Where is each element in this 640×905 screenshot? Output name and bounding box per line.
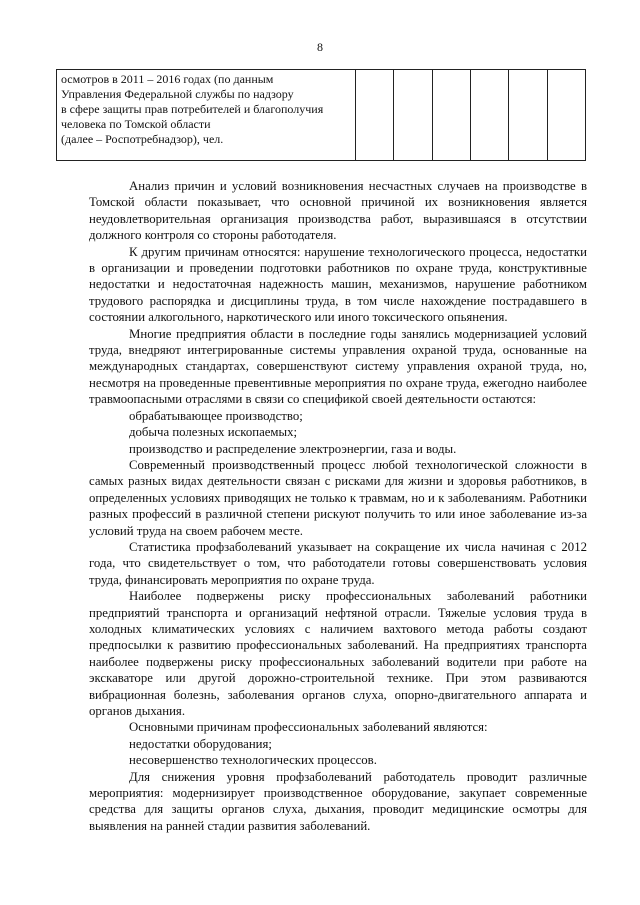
list-item: обрабатывающее производство; [129,408,303,423]
row-label-cell [57,70,356,161]
value-cell [356,70,394,161]
paragraph: Наиболее подвержены риску профессиональных заболеваний работники предприятий транспорта и организаций нефтяной отрасли. Тяжелые условия труда в холодных климатических условиях с наличием вахтового метода работы создают предпосылки к развитию профессиональных заболеваний. На предприятиях транспорта наиболее подвержены риску профессиональных заболеваний водители при работе на экскаваторе или другой дорожно-строительной технике. При этом развиваются вибрационная болезнь, заболевания органов слуха, опорно-двигательного аппарата и органов дыхания. [89,589,587,718]
paragraph: Статистика профзаболеваний указывает на сокращение их числа начиная с 2012 года, что свидетельствует о том, что работодатели готовы совершенствовать условия труда, финансировать мероприятия по охране труда. [89,539,587,587]
list-item: несовершенство технологических процессов. [129,753,377,768]
row-label-line: Управления Федеральной службы по надзору [61,87,294,101]
row-label-line: человека по Томской области [61,117,211,131]
paragraph: Для снижения уровня профзаболеваний работодатель проводит различные мероприятия: модернизирует производственное оборудование, закупает современные средства для защиты органов слуха, дыхания, проводит медицинские осмотры для выявления на ранней стадии развития заболеваний. [89,769,587,833]
row-label-line: (далее – Роспотребнадзор), чел. [61,132,224,146]
row-label-line: в сфере защиты прав потребителей и благополучия [61,102,324,116]
body-text [89,178,587,834]
paragraph: Многие предприятия области в последние годы занялись модернизацией условий труда, внедряют интегрированные системы управления охраной труда, основанные на международных стандартах, совершенствуют систему управления охраной труда, но, несмотря на проведенные превентивные мероприятия по охране труда, ежегодно наиболее травмоопасными отраслями в связи со спецификой своей деятельности остаются: [89,326,587,407]
value-cell [432,70,470,161]
statistics-table [56,69,586,161]
list-item: недостатки оборудования; [129,736,272,751]
paragraph: К другим причинам относятся: нарушение технологического процесса, недостатки в организации и проведении подготовки работников по охране труда, конструктивные недостатки и недостаточная надежность машин, механизмов, нарушение работником трудового распорядка и дисциплины труда, в том числе нахождение пострадавшего в состоянии алкогольного, наркотического или иного токсического опьянения. [89,244,587,325]
paragraph: Современный производственный процесс любой технологической сложности в самых разных видах деятельности связан с рисками для жизни и здоровья работников, в определенных условиях приводящих не только к травмам, но и к заболеваниям. Работники разных профессий в различной степени рискуют получить то или иное заболевание из-за условий труда на своем рабочем месте. [89,457,587,538]
table-row [57,70,586,161]
list-item: производство и распределение электроэнергии, газа и воды. [129,441,457,456]
row-label-line: осмотров в 2011 – 2016 годах (по данным [61,72,274,86]
paragraph: Анализ причин и условий возникновения несчастных случаев на производстве в Томской области показывает, что основной причиной их возникновения является неудовлетворительная организация производства работ, выразившаяся в отсутствии должного контроля со стороны работодателя. [89,179,587,243]
value-cell [547,70,585,161]
page-number: 8 [317,40,323,54]
list-item: Основными причинам профессиональных заболеваний являются: [129,720,488,735]
table-body [57,70,586,161]
list-item: добыча полезных ископаемых; [129,425,298,440]
value-cell [394,70,432,161]
value-cell [509,70,547,161]
value-cell [470,70,508,161]
